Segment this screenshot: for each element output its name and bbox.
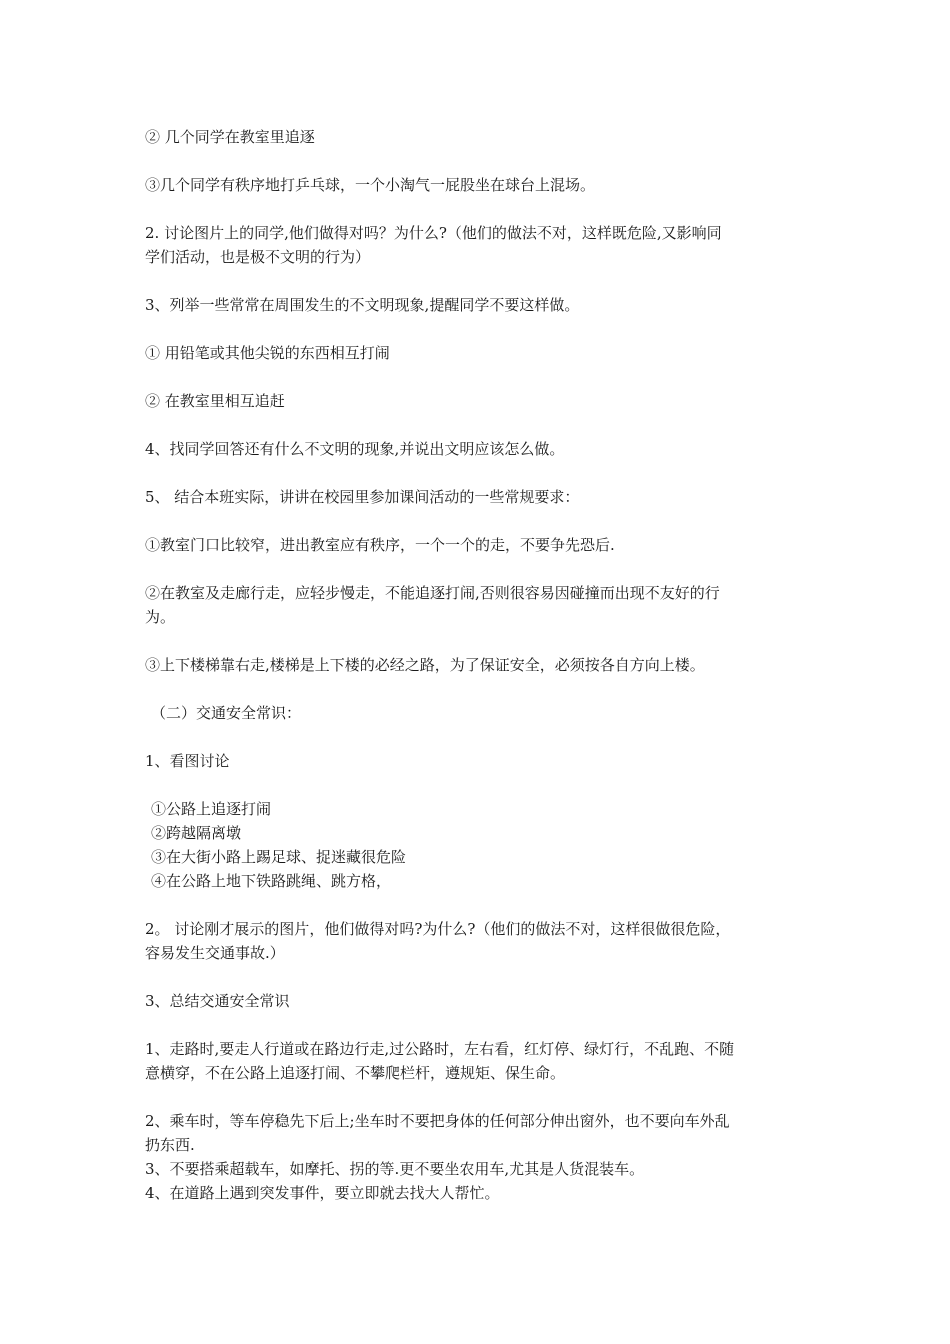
text-line: 4、在道路上遇到突发事件，要立即就去找大人帮忙。: [145, 1184, 500, 1202]
text-line: 3、不要搭乘超载车，如摩托、拐的等.更不要坐农用车,尤其是人货混装车。: [145, 1160, 645, 1178]
text-line: 为。: [145, 608, 176, 626]
text-line: ③几个同学有秩序地打乒乓球，一个小淘气一屁股坐在球台上混场。: [145, 176, 596, 194]
text-line: 3、总结交通安全常识: [145, 992, 290, 1010]
text-line: 3、列举一些常常在周围发生的不文明现象,提醒同学不要这样做。: [145, 296, 580, 314]
text-line: ① 用铅笔或其他尖锐的东西相互打闹: [145, 344, 390, 362]
text-line: 2。 讨论刚才展示的图片，他们做得对吗?为什么?（他们的做法不对，这样很做很危险，: [145, 920, 731, 938]
list-item: ①公路上追逐打闹: [151, 800, 272, 818]
list-item: ③在大街小路上踢足球、捉迷藏很危险: [151, 848, 407, 866]
text-line: 容易发生交通事故.）: [145, 944, 285, 962]
text-line: 1、看图讨论: [145, 752, 230, 770]
text-line: ② 几个同学在教室里追逐: [145, 128, 315, 146]
text-line: 学们活动，也是极不文明的行为）: [145, 248, 371, 266]
list-item: ②跨越隔离墩: [151, 824, 242, 842]
list-item: ④在公路上地下铁路跳绳、跳方格，: [151, 872, 392, 890]
text-line: ②在教室及走廊行走，应轻步慢走，不能追逐打闹,否则很容易因碰撞而出现不友好的行: [145, 584, 720, 602]
text-line: ② 在教室里相互追赶: [145, 392, 285, 410]
text-line: 2. 讨论图片上的同学,他们做得对吗？为什么?（他们的做法不对，这样既危险,又影响同: [145, 224, 722, 242]
text-line: 1、走路时,要走人行道或在路边行走,过公路时，左右看，红灯停、绿灯行，不乱跑、不随: [145, 1040, 735, 1058]
text-line: 4、找同学回答还有什么不文明的现象,并说出文明应该怎么做。: [145, 440, 565, 458]
text-line: ③上下楼梯靠右走,楼梯是上下楼的必经之路，为了保证安全，必须按各自方向上楼。: [145, 656, 705, 674]
text-line: ①教室门口比较窄，进出教室应有秩序，一个一个的走，不要争先恐后.: [145, 536, 615, 554]
text-line: 意横穿，不在公路上追逐打闹、不攀爬栏杆，遵规矩、保生命。: [145, 1064, 566, 1082]
text-line: 扔东西.: [145, 1136, 195, 1154]
text-line: 5、 结合本班实际，讲讲在校园里参加课间活动的一些常规要求：: [145, 488, 580, 506]
text-line: 2、乘车时，等车停稳先下后上;坐车时不要把身体的任何部分伸出窗外，也不要向车外乱: [145, 1112, 730, 1130]
section-heading: （二）交通安全常识：: [151, 704, 302, 722]
